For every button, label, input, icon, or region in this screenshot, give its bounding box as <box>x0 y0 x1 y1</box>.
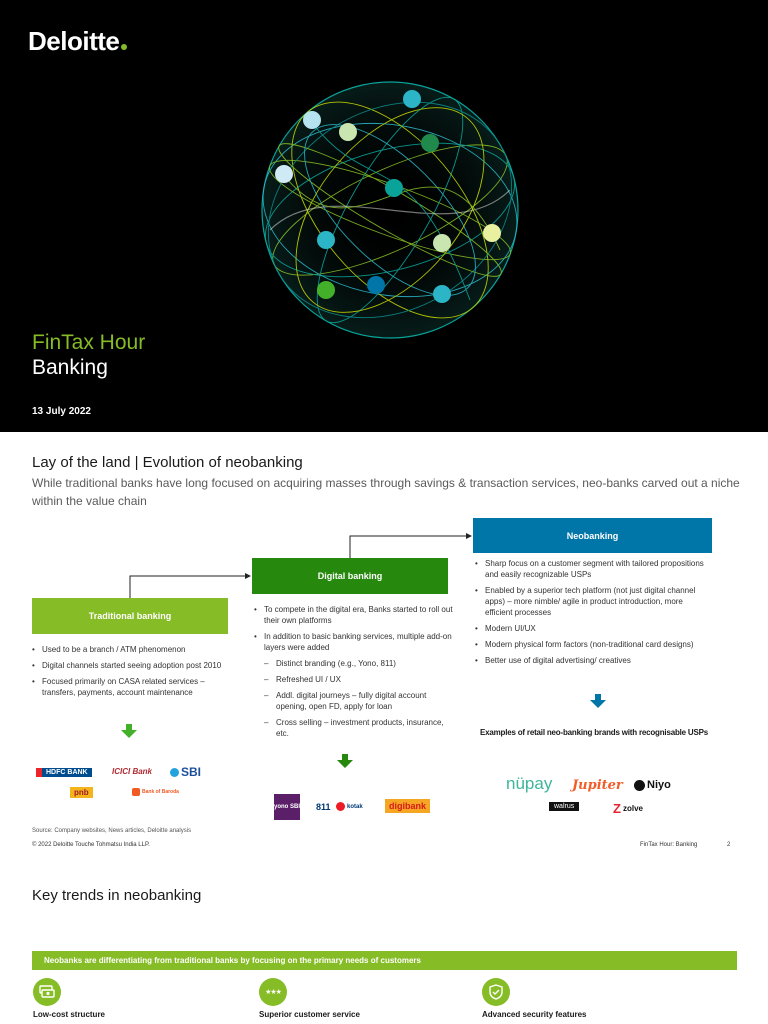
list-subitem: – Addl. digital journeys – fully digital account opening, open FD, apply for loan <box>254 690 454 712</box>
brand-text: pnb <box>74 788 89 797</box>
list-item: • Sharp focus on a customer segment with tailored propositions and easily recognizable USPs <box>475 558 711 580</box>
page-number: 2 <box>727 842 731 848</box>
zolve-logo-icon: Z <box>613 801 621 816</box>
cover-subtitle: Banking <box>32 356 108 379</box>
brand-pnb <box>70 787 93 798</box>
brand-text: yono SBI <box>274 803 301 810</box>
list-subitem: – Cross selling – investment products, insurance, etc. <box>254 717 454 739</box>
list-item: • Better use of digital advertising/ creatives <box>475 655 711 666</box>
brand-walrus <box>549 802 579 811</box>
list-subitem: – Refreshed UI / UX <box>254 674 454 685</box>
stars-glyph: ★★★ <box>265 989 281 996</box>
globe-illustration <box>250 80 530 340</box>
neobanking-box <box>473 518 712 553</box>
down-arrow-icon <box>121 724 137 738</box>
copyright-footer: © 2022 Deloitte Touche Tohmatsu India LLP. <box>32 842 150 848</box>
traditional-points <box>32 644 232 703</box>
brand-811 <box>316 802 331 812</box>
list-subitem: – Distinct branding (e.g., Yono, 811) <box>254 658 454 669</box>
list-item: • Focused primarily on CASA related services – transfers, payments, account maintenance <box>32 676 232 698</box>
list-item: • To compete in the digital era, Banks started to roll out their own platforms <box>254 604 454 626</box>
brand-nupay <box>506 774 552 794</box>
list-item: • In addition to basic banking services, multiple add-on layers were added <box>254 631 454 653</box>
down-arrow-icon <box>337 754 353 768</box>
feature-label: Superior customer service <box>259 1010 360 1019</box>
slide-subtitle: While traditional banks have long focused on acquiring masses through savings & transaction services, neo-banks carved out a niche within the value chain <box>32 476 740 508</box>
brand-yono <box>274 794 300 820</box>
brand-text: 811 <box>316 802 331 812</box>
evolution-slide <box>0 432 768 856</box>
sbi-logo-icon <box>170 768 179 777</box>
brand-text: walrus <box>554 803 575 810</box>
deloitte-logo <box>28 26 127 57</box>
neobanking-points <box>475 558 711 671</box>
brand-icici <box>112 767 152 776</box>
list-item: • Used to be a branch / ATM phenomenon <box>32 644 232 655</box>
brand-text: nüpay <box>506 774 553 793</box>
shield-check-icon <box>482 978 510 1006</box>
key-trends-slide <box>0 856 768 1024</box>
brand-text: Bank of Baroda <box>142 789 179 795</box>
brand-niyo <box>634 779 671 791</box>
brand-hdfc <box>36 768 92 777</box>
list-item: • Modern UI/UX <box>475 623 711 634</box>
digital-banking-box <box>252 558 448 594</box>
cover-date: 13 July 2022 <box>32 406 91 417</box>
footer-deck-title: FinTax Hour: Banking <box>640 842 698 848</box>
logo-dot <box>121 44 127 50</box>
brand-zolve <box>613 801 643 816</box>
digital-points <box>254 604 454 744</box>
brand-text: kotak <box>347 803 363 810</box>
money-stack-icon <box>33 978 61 1006</box>
neobanking-label: Neobanking <box>566 530 619 541</box>
kotak-logo-icon <box>336 802 345 811</box>
digital-banking-label: Digital banking <box>317 571 383 581</box>
trends-banner <box>32 951 737 970</box>
banner-text: Neobanks are differentiating from traditional banks by focusing on the primary needs of customers <box>44 956 421 965</box>
slide-title: Lay of the land | Evolution of neobanking <box>32 454 303 471</box>
bob-logo-icon <box>132 788 140 796</box>
list-item: • Modern physical form factors (non-traditional card designs) <box>475 639 711 650</box>
feature-label: Advanced security features <box>482 1010 587 1019</box>
examples-caption: Examples of retail neo-banking brands with recognisable USPs <box>479 728 709 737</box>
niyo-logo-icon <box>634 780 645 791</box>
slide-title: Key trends in neobanking <box>32 887 202 904</box>
brand-text: Niyo <box>647 779 671 791</box>
brand-text: digibank <box>389 801 427 811</box>
logo-text: Deloitte <box>28 26 120 56</box>
brand-bob <box>132 788 179 796</box>
traditional-banking-label: Traditional banking <box>88 611 172 621</box>
traditional-banking-box <box>32 598 228 634</box>
brand-text: HDFC BANK <box>46 769 88 776</box>
down-arrow-icon <box>590 694 606 708</box>
brand-sbi <box>170 765 201 779</box>
source-note: Source: Company websites, News articles, Deloitte analysis <box>32 828 192 834</box>
cover-slide <box>0 0 768 432</box>
feature-label: Low-cost structure <box>33 1010 106 1019</box>
brand-text: Jupiter <box>572 778 623 793</box>
brand-digibank <box>385 799 430 813</box>
brand-text: zolve <box>622 804 643 813</box>
brand-kotak <box>336 802 363 811</box>
brand-text: SBI <box>181 765 202 779</box>
brand-jupiter <box>572 778 623 793</box>
cover-title: FinTax Hour <box>32 331 146 354</box>
list-item: • Enabled by a superior tech platform (not just digital channel apps) – more nimble/ agile in product introduction, more efficient processes <box>475 585 711 618</box>
brand-text: ICICI Bank <box>112 767 153 776</box>
stars-icon <box>259 978 287 1006</box>
list-item: • Digital channels started seeing adoption post 2010 <box>32 660 232 671</box>
